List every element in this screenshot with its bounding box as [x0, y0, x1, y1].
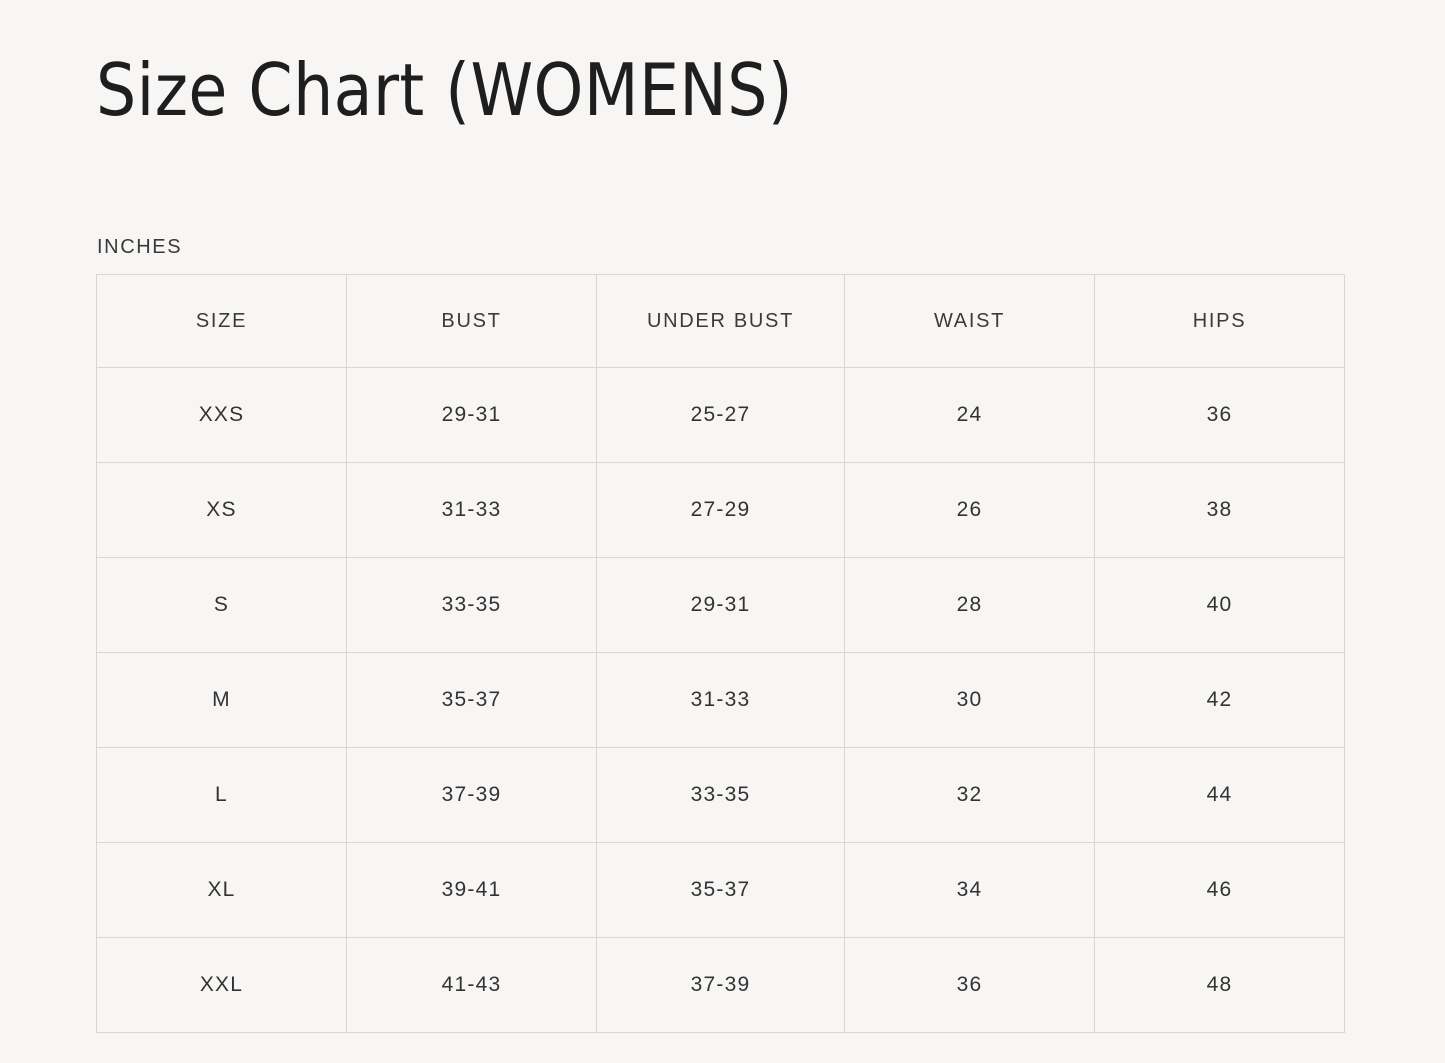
cell-hips: 40: [1095, 558, 1345, 653]
cell-waist: 24: [845, 368, 1095, 463]
cell-hips: 44: [1095, 748, 1345, 843]
table-body: [97, 368, 1345, 1033]
cell-under-bust: 35-37: [597, 843, 845, 938]
table-row: [97, 463, 1345, 558]
cell-waist: 28: [845, 558, 1095, 653]
table-header: [97, 275, 1345, 368]
cell-bust: 37-39: [347, 748, 597, 843]
cell-bust: 31-33: [347, 463, 597, 558]
cell-size: S: [97, 558, 347, 653]
table-row: [97, 653, 1345, 748]
cell-waist: 34: [845, 843, 1095, 938]
column-header-under-bust: UNDER BUST: [597, 275, 845, 368]
cell-bust: 33-35: [347, 558, 597, 653]
page-title: Size Chart (WOMENS): [96, 48, 794, 132]
cell-bust: 35-37: [347, 653, 597, 748]
cell-size: XS: [97, 463, 347, 558]
cell-hips: 46: [1095, 843, 1345, 938]
table-row: [97, 938, 1345, 1033]
table-row: [97, 843, 1345, 938]
cell-hips: 38: [1095, 463, 1345, 558]
column-header-bust: BUST: [347, 275, 597, 368]
cell-size: L: [97, 748, 347, 843]
size-chart-table: [96, 274, 1345, 1033]
column-header-size: SIZE: [97, 275, 347, 368]
cell-hips: 42: [1095, 653, 1345, 748]
cell-size: XXS: [97, 368, 347, 463]
cell-under-bust: 33-35: [597, 748, 845, 843]
cell-size: M: [97, 653, 347, 748]
size-chart-table-wrapper: [96, 274, 1344, 1033]
cell-waist: 32: [845, 748, 1095, 843]
cell-under-bust: 27-29: [597, 463, 845, 558]
cell-under-bust: 31-33: [597, 653, 845, 748]
table-header-row: [97, 275, 1345, 368]
column-header-waist: WAIST: [845, 275, 1095, 368]
cell-under-bust: 25-27: [597, 368, 845, 463]
table-row: [97, 368, 1345, 463]
cell-size: XXL: [97, 938, 347, 1033]
cell-waist: 30: [845, 653, 1095, 748]
cell-under-bust: 29-31: [597, 558, 845, 653]
cell-bust: 29-31: [347, 368, 597, 463]
cell-size: XL: [97, 843, 347, 938]
cell-bust: 39-41: [347, 843, 597, 938]
cell-hips: 48: [1095, 938, 1345, 1033]
cell-hips: 36: [1095, 368, 1345, 463]
table-row: [97, 558, 1345, 653]
table-row: [97, 748, 1345, 843]
cell-bust: 41-43: [347, 938, 597, 1033]
cell-under-bust: 37-39: [597, 938, 845, 1033]
cell-waist: 26: [845, 463, 1095, 558]
cell-waist: 36: [845, 938, 1095, 1033]
column-header-hips: HIPS: [1095, 275, 1345, 368]
unit-label: INCHES: [97, 236, 183, 258]
